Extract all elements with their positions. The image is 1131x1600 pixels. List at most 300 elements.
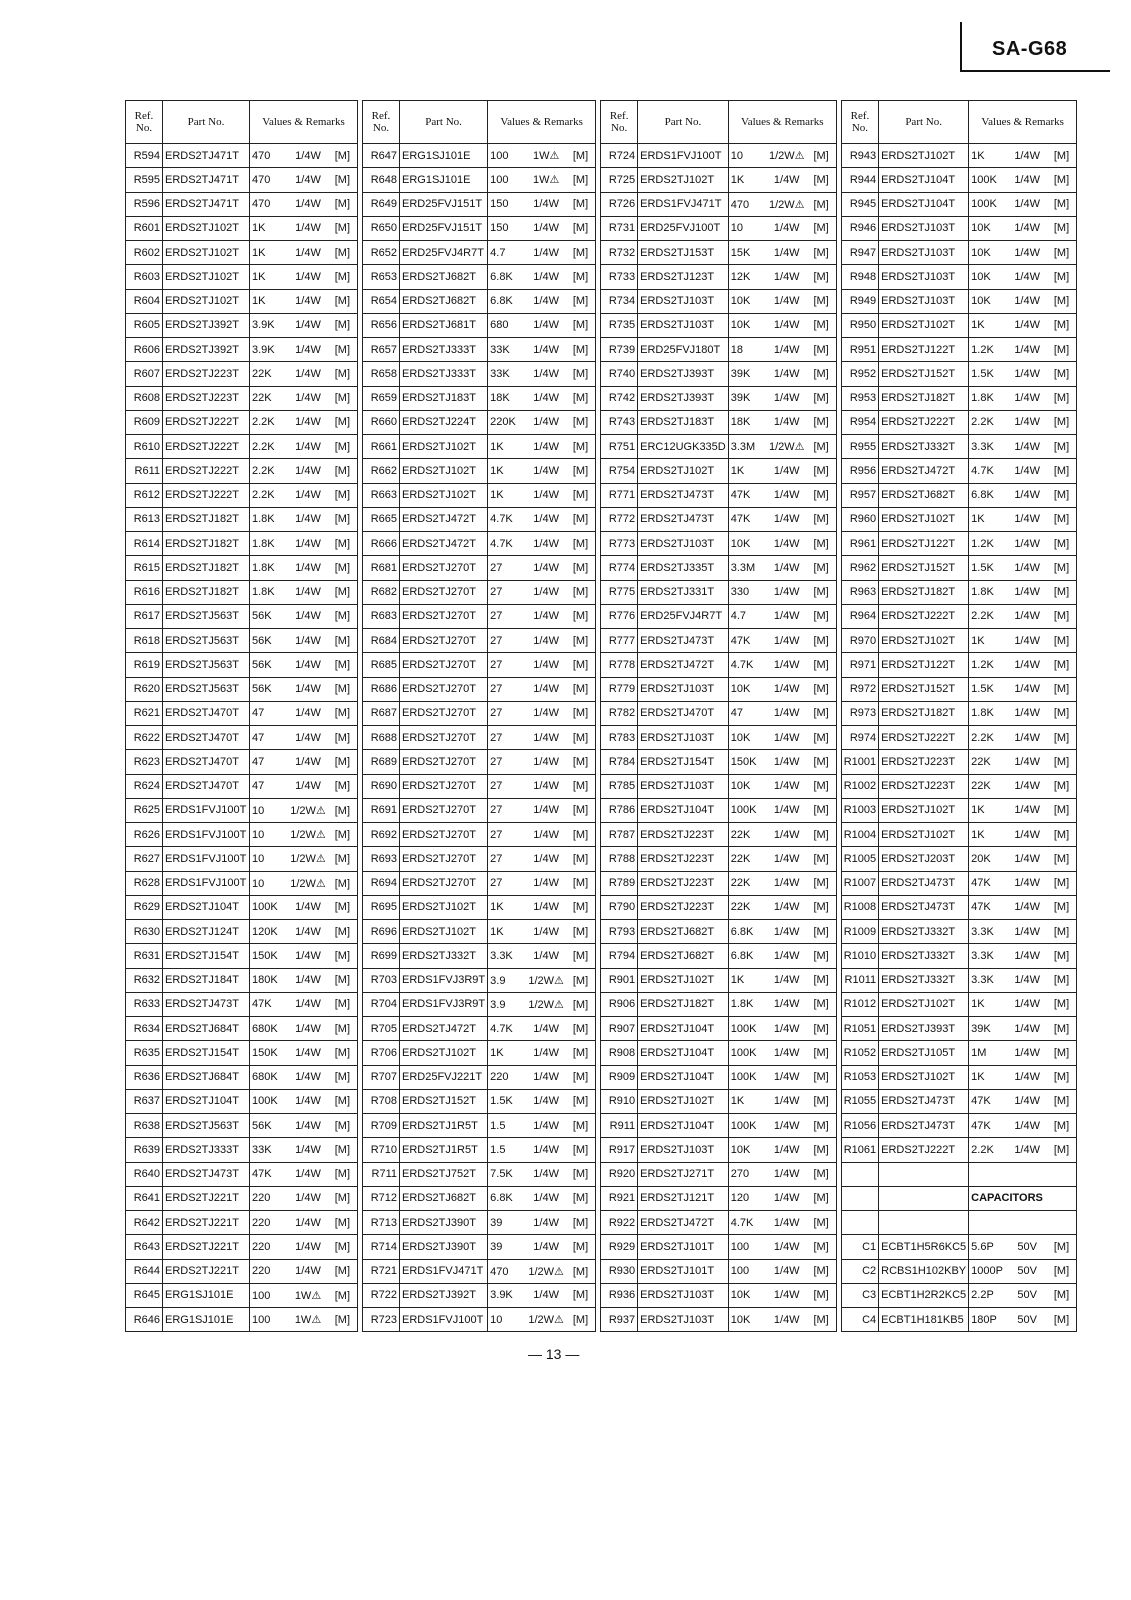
table-row [363,313,596,337]
remark: [M] [813,683,829,696]
value: 47 [252,707,265,720]
value: 100K [252,901,278,914]
values-remarks [488,313,596,337]
part-no: ERD25FVJ151T [400,192,488,216]
ref-no: R625 [126,798,163,822]
values-remarks [969,1041,1077,1065]
table-row [601,1089,837,1113]
ref-no: R665 [363,507,400,531]
ref-no: R609 [126,410,163,434]
rating: 1/4W [295,658,321,671]
values-remarks [488,944,596,968]
header-values: Values & Remarks [728,101,836,144]
values-remarks [728,1138,836,1162]
table-row [363,944,596,968]
values-remarks [969,507,1077,531]
table-row [841,895,1076,919]
part-no: ERDS2TJ102T [879,823,969,847]
value: 56K [252,658,272,671]
values-remarks [728,871,836,895]
ref-no: R793 [601,920,638,944]
rating: 1/4W [1014,731,1040,744]
table-row [841,483,1076,507]
remark: [M] [334,707,350,720]
table-row [363,774,596,798]
value: 22K [971,780,991,793]
values-remarks [969,1017,1077,1041]
remark: [M] [334,586,350,599]
part-no: ERDS2TJ182T [163,532,250,556]
part-no: ERDS1FVJ3R9T [400,968,488,992]
rating: 50V [1017,1289,1037,1302]
table-row [363,483,596,507]
values-remarks [728,1162,836,1186]
remark: [M] [1053,440,1070,453]
table-row [363,1211,596,1235]
table-row [363,289,596,313]
values-remarks [250,1041,358,1065]
values-remarks [488,895,596,919]
table-row [601,847,837,871]
rating: 1/4W [1014,1046,1040,1059]
table-row [126,604,358,628]
part-no: ERDS2TJ221T [163,1211,250,1235]
values-remarks [728,1283,836,1307]
ref-no: R617 [126,604,163,628]
part-no: ERDS2TJ682T [400,289,488,313]
remark: [M] [334,464,350,477]
values-remarks [728,289,836,313]
remark: [M] [334,1216,350,1229]
table-row [841,653,1076,677]
ref-no: R714 [363,1235,400,1259]
table-row [841,386,1076,410]
table-row [601,920,837,944]
table-row [841,1186,1076,1210]
table-row [841,532,1076,556]
value: 100 [730,1265,750,1278]
remark: [M] [813,658,829,671]
part-no: ERDS2TJ470T [638,701,729,725]
values-remarks [250,1186,358,1210]
remark: [M] [1053,1313,1070,1326]
table-row [126,580,358,604]
values-remarks [488,192,596,216]
value: 39K [730,392,751,405]
ref-no: R686 [363,677,400,701]
value: 1K [490,489,504,502]
value: 10K [971,270,991,283]
table-row [126,1114,358,1138]
part-no: ERDS2TJ102T [638,459,729,483]
rating: 1/4W [533,707,559,720]
remark: [M] [334,804,350,817]
remark: [M] [1053,222,1070,235]
table-row [363,1041,596,1065]
table-row [841,289,1076,313]
table-row [126,895,358,919]
ref-no: C2 [841,1259,878,1283]
values-remarks [728,144,836,168]
ref-no: R794 [601,944,638,968]
part-no: ERDS2TJ473T [638,507,729,531]
remark: [M] [572,1265,589,1278]
table-row [601,192,837,216]
table-row [841,1259,1076,1283]
values-remarks [250,604,358,628]
table-row [841,265,1076,289]
value: 1K [490,1046,504,1059]
parts-table-3 [600,100,837,1332]
ref-no: R666 [363,532,400,556]
value: 4.7K [490,537,513,550]
remark: [M] [1053,319,1070,332]
ref-no: R948 [841,265,878,289]
rating: 1/4W [533,440,559,453]
values-remarks [250,410,358,434]
ref-no: R773 [601,532,638,556]
ref-no: R616 [126,580,163,604]
ref-no [841,1162,878,1186]
section-title: CAPACITORS [971,1192,1043,1205]
value: 27 [490,707,503,720]
remark: [M] [572,416,589,429]
values-remarks [969,895,1077,919]
value: 10K [971,295,991,308]
remark: [M] [1053,852,1070,865]
values-remarks [969,798,1077,822]
values-remarks [250,192,358,216]
value: 3.3K [490,949,513,962]
remark: [M] [813,755,829,768]
value: 10K [730,1313,751,1326]
value: 5.6P [971,1240,994,1253]
ref-no: R937 [601,1308,638,1332]
values-remarks [969,653,1077,677]
value: 180P [971,1313,997,1326]
remark: [M] [572,295,589,308]
value: 2.2K [971,610,994,623]
ref-no: R684 [363,629,400,653]
remark: [M] [1053,901,1070,914]
values-remarks [250,629,358,653]
table-row [363,1186,596,1210]
part-no: ERDS2TJ1R5T [400,1138,488,1162]
value: 27 [490,828,503,841]
values-remarks [969,313,1077,337]
value: 10K [730,1289,751,1302]
ref-no: R1010 [841,944,878,968]
header-values: Values & Remarks [488,101,596,144]
part-no: ERDS1FVJ471T [400,1259,488,1283]
table-row [601,1114,837,1138]
values-remarks [250,338,358,362]
table-row [126,241,358,265]
values-remarks [488,386,596,410]
part-no: ERDS2TJ472T [400,507,488,531]
part-no: ERDS2TJ393T [638,386,729,410]
ref-no: R693 [363,847,400,871]
value: 2.2K [971,1143,994,1156]
remark: [M] [334,440,350,453]
remark: [M] [813,804,829,817]
rating: 1/4W [295,925,321,938]
values-remarks [969,435,1077,459]
rating: 1/4W [295,998,321,1011]
value: 1.5K [971,561,994,574]
values-remarks [969,992,1077,1016]
value: 47K [971,1119,991,1132]
value: 100 [252,1314,271,1327]
remark: [M] [1053,586,1070,599]
value: 3.3M [730,441,756,454]
part-no: ERDS2TJ103T [638,1308,729,1332]
remark: [M] [1053,416,1070,429]
value: 47K [730,634,751,647]
values-remarks [728,435,836,459]
rating: 1W⚠ [294,1314,322,1327]
values-remarks [728,677,836,701]
ref-no: R636 [126,1065,163,1089]
values-remarks [728,1308,836,1332]
value: 1K [730,1095,745,1108]
table-row [601,871,837,895]
value: 1K [490,901,504,914]
value: 47 [252,780,265,793]
remark: [M] [1053,367,1070,380]
ref-no: R607 [126,362,163,386]
value: 680K [252,1071,278,1084]
ref-no: R1005 [841,847,878,871]
values-remarks [969,847,1077,871]
value: 1K [971,634,985,647]
part-no: ERDS2TJ270T [400,580,488,604]
table-row [363,823,596,847]
values-remarks [969,532,1077,556]
ref-no: R953 [841,386,878,410]
values-remarks [250,1089,358,1113]
remark: [M] [1053,1095,1070,1108]
rating: 1/4W [1014,877,1040,890]
remark: [M] [572,1240,589,1253]
value: 470 [730,198,750,211]
part-no: ERDS2TJ102T [400,920,488,944]
table-row [601,1283,837,1307]
value: 270 [730,1168,750,1181]
value: 1.2K [971,343,994,356]
part-no: ERDS2TJ104T [638,1017,729,1041]
remark: [M] [334,853,350,866]
values-remarks [250,653,358,677]
rating: 1/4W [295,149,321,162]
value: 22K [730,828,751,841]
remark: [M] [334,829,350,842]
table-row [841,774,1076,798]
values-remarks [488,920,596,944]
rating: 1/4W [773,731,800,744]
ref-no: C3 [841,1283,878,1307]
part-no: ERDS2TJ203T [879,847,969,871]
ref-no: R709 [363,1114,400,1138]
rating: 1/4W [773,998,800,1011]
value: 3.3K [971,949,994,962]
values-remarks [728,968,836,992]
value: 56K [252,683,272,696]
table-row [126,992,358,1016]
value: 27 [490,561,503,574]
part-no: ERDS2TJ223T [163,386,250,410]
ref-no: R961 [841,532,878,556]
part-no: ERDS2TJ472T [400,532,488,556]
remark: [M] [1053,464,1070,477]
value: 1K [971,513,985,526]
values-remarks [488,338,596,362]
rating: 1/4W [295,755,321,768]
rating: 1/4W [1014,610,1040,623]
values-remarks [728,580,836,604]
remark: [M] [572,974,589,987]
rating: 1/4W [1014,416,1040,429]
part-no: ERDS2TJ473T [879,871,969,895]
values-remarks [728,726,836,750]
table-row [363,1259,596,1283]
part-no: ERDS2TJ221T [163,1186,250,1210]
remark: [M] [334,1119,350,1132]
remark: [M] [1053,1289,1070,1302]
value: 10K [971,246,991,259]
table-row [841,677,1076,701]
rating: 1/4W [773,561,800,574]
ref-no: R784 [601,750,638,774]
value: 220 [252,1216,271,1229]
table-row [126,920,358,944]
ref-no: R633 [126,992,163,1016]
value: 330 [730,586,750,599]
table-row [126,338,358,362]
value: 150 [490,222,509,235]
table-row [363,653,596,677]
part-no: ERDS2TJ684T [163,1017,250,1041]
values-remarks [488,289,596,313]
remark: [M] [572,925,589,938]
rating: 1/4W [533,392,559,405]
table-row [601,216,837,240]
rating: 1/4W [533,343,559,356]
remark: [M] [334,1071,350,1084]
rating: 1/4W [773,1119,800,1132]
part-no: ERDS2TJ222T [163,483,250,507]
remark: [M] [1053,683,1070,696]
ref-no: R682 [363,580,400,604]
values-remarks [250,798,358,822]
part-no: ERDS2TJ270T [400,556,488,580]
part-no: ERDS2TJ473T [638,483,729,507]
rating: 1/4W [1014,949,1040,962]
part-no: ERDS2TJ102T [879,629,969,653]
ref-no: R605 [126,313,163,337]
values-remarks [488,677,596,701]
part-no: ERDS2TJ563T [163,604,250,628]
values-remarks [969,1065,1077,1089]
table-row [126,629,358,653]
part-no: ERDS2TJ101T [638,1235,729,1259]
part-no: ERDS2TJ122T [879,338,969,362]
table-row [601,410,837,434]
table-row [126,435,358,459]
value: 1K [971,319,985,332]
remark: [M] [813,464,829,477]
rating: 1/4W [295,392,321,405]
part-no: ERDS2TJ472T [638,653,729,677]
values-remarks [969,338,1077,362]
ref-no: R612 [126,483,163,507]
table-row [363,556,596,580]
rating: 1/4W [295,1192,321,1205]
rating: 1/4W [533,1216,559,1229]
rating: 1/4W [773,901,800,914]
table-row [363,241,596,265]
part-no: ERDS2TJ472T [879,459,969,483]
ref-no: R777 [601,629,638,653]
ref-no: R1007 [841,871,878,895]
part-no: ERDS2TJ104T [638,798,729,822]
table-row [601,459,837,483]
ref-no: R642 [126,1211,163,1235]
header-part: Part No. [400,101,488,144]
part-no [879,1186,969,1210]
values-remarks [728,798,836,822]
part-no: ECBT1H181KB5 [879,1308,969,1332]
rating: 1/4W [1014,440,1040,453]
part-no: ERDS2TJ153T [638,241,729,265]
table-row [363,338,596,362]
remark: [M] [1053,610,1070,623]
rating: 1/4W [773,246,800,259]
values-remarks [969,871,1077,895]
table-row [601,1065,837,1089]
part-no: ERDS2TJ223T [638,847,729,871]
table-row [841,435,1076,459]
value: 10 [252,853,265,866]
remark: [M] [334,246,350,259]
values-remarks [488,992,596,1016]
rating: 1/4W [1014,852,1040,865]
ref-no: R660 [363,410,400,434]
ref-no: R629 [126,895,163,919]
part-no: ERDS2TJ221T [163,1235,250,1259]
ref-no: R611 [126,459,163,483]
remark: [M] [1053,1240,1070,1253]
remark: [M] [813,1095,829,1108]
ref-no: R743 [601,410,638,434]
values-remarks [969,1114,1077,1138]
part-no: ERDS2TJ122T [879,532,969,556]
rating: 1/2W⚠ [768,198,805,211]
values-remarks [969,265,1077,289]
part-no: ERDS2TJ390T [400,1235,488,1259]
values-remarks [488,265,596,289]
part-no: ERDS2TJ222T [879,604,969,628]
values-remarks [488,1138,596,1162]
rating: 50V [1017,1265,1037,1278]
part-no: ERDS2TJ103T [638,1283,729,1307]
value: 4.7 [490,246,506,259]
part-no: ERDS2TJ102T [879,1065,969,1089]
part-no: ERDS2TJ392T [163,338,250,362]
part-no: ERDS2TJ104T [879,192,969,216]
values-remarks [250,144,358,168]
values-remarks [969,241,1077,265]
